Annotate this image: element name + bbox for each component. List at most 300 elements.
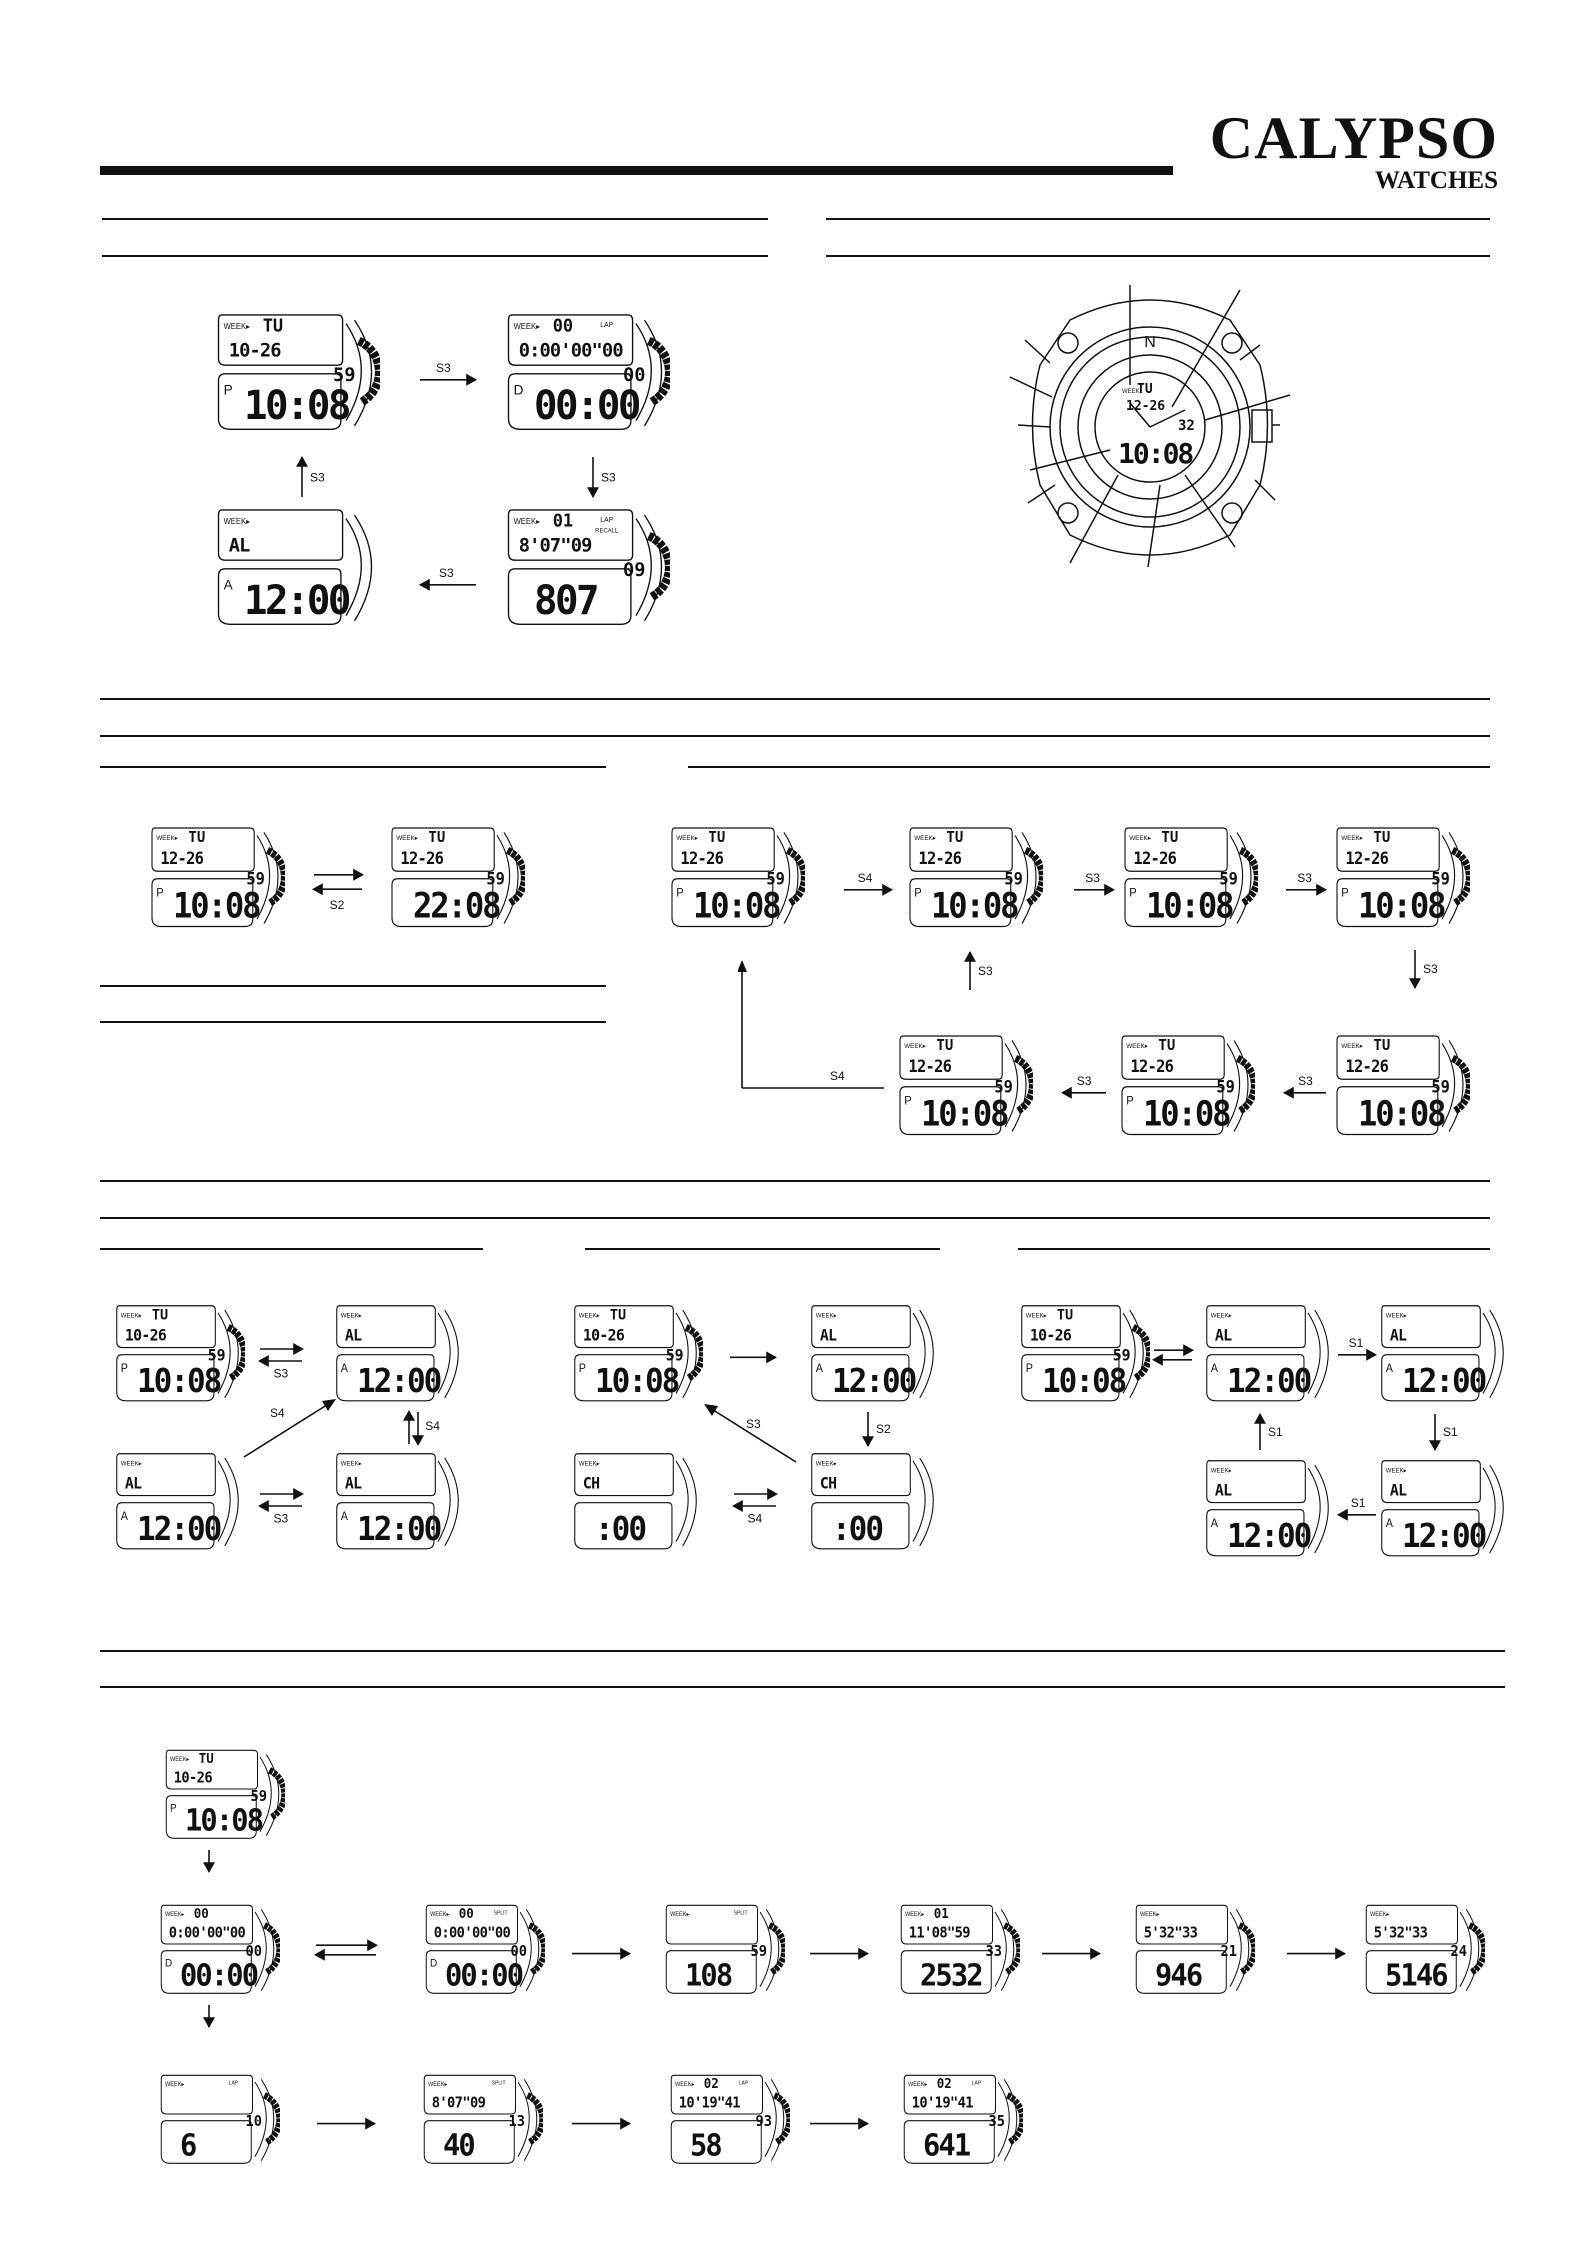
lcd-main-digits: 10:08 (244, 382, 349, 430)
lcd-indicator: P (170, 1803, 177, 1815)
lcd-side-digits: 59 (1004, 869, 1023, 889)
arrow-s3-up (955, 950, 1005, 992)
lcd-top-digits: TU (188, 829, 206, 847)
lcd-chrono-6 (1360, 1900, 1485, 2000)
arrow-svg (1245, 1412, 1295, 1452)
arrow-s4-enter (842, 865, 894, 905)
lcd-tag: SPLIT (493, 1910, 508, 1917)
lcd-indicator: P (676, 887, 684, 900)
lcd-alarm-a-1 (330, 1300, 465, 1408)
seconds-ring (770, 1923, 785, 1974)
lcd-main-digits: 108 (685, 1957, 732, 1994)
lcd-mid-text: 5'32"33 (1373, 1924, 1428, 1942)
lcd-side-digits: 59 (766, 869, 785, 889)
lcd-mid-text: AL (819, 1325, 837, 1345)
lcd-mid-text: AL (124, 1473, 142, 1493)
arrow-svg (730, 1475, 780, 1525)
lcd-top-digits: TU (198, 1751, 214, 1768)
lcd-indicator: P (1129, 887, 1137, 900)
seconds-ring (1008, 2093, 1023, 2144)
lcd-side-digits: 10 (245, 2113, 263, 2131)
arrow-svg (808, 2105, 870, 2135)
seconds-ring (649, 533, 670, 599)
lcd-main-digits: 10:08 (173, 885, 260, 926)
lcd-top-digits: TU (609, 1307, 627, 1324)
lcd-svg (1200, 1455, 1335, 1563)
seconds-ring (1238, 1056, 1255, 1113)
seconds-ring (268, 848, 285, 905)
button-label: S3 (978, 964, 993, 979)
arrow-svg (284, 455, 344, 499)
lcd-set-1 (903, 822, 1043, 934)
section1-right-rule-bottom (826, 255, 1490, 257)
lcd-mid-text: CH (819, 1473, 837, 1493)
lcd-mid-text: AL (344, 1473, 362, 1493)
lcd-top-digits: 00 (193, 1906, 209, 1923)
button-label: S2 (876, 1421, 891, 1436)
arrow-chrono-down-1 (200, 1848, 230, 1874)
lcd-chrono-1 (155, 1900, 280, 2000)
lcd-mode-time (210, 308, 380, 438)
lcd-top-digits: 02 (703, 2076, 719, 2093)
lcd-chrono-10 (898, 2070, 1023, 2170)
arrow-swap-s2 (310, 852, 366, 912)
section2-right-subrule (688, 766, 1490, 768)
week-label: WEEK▸ (578, 1460, 600, 1468)
lcd-chrono-4 (895, 1900, 1020, 2000)
week-label: WEEK▸ (1210, 1312, 1232, 1320)
arrow-svg (1072, 865, 1116, 905)
lcd-alarm-c-0 (1015, 1300, 1150, 1408)
week-label: WEEK▸ (340, 1460, 362, 1468)
lcd-mid-text: 8'07"09 (518, 534, 592, 557)
section1-right-rule-top (826, 218, 1490, 220)
lcd-svg (893, 1030, 1033, 1142)
arrow-chrono-swap (312, 1930, 380, 1970)
lcd-main-digits: 12:00 (137, 1509, 221, 1549)
lcd-side-digits: 21 (1220, 1943, 1238, 1961)
lcd-mid-text: 0:00'00"00 (518, 339, 623, 362)
lcd-svg (1115, 1030, 1255, 1142)
arrow-svg (853, 1410, 903, 1448)
week-label: WEEK▸ (905, 1911, 925, 1919)
lcd-main-digits: 10:08 (1143, 1093, 1230, 1134)
lcd-tag: LAP (971, 2080, 982, 2087)
lcd-tag2: RECALL (595, 528, 619, 535)
lcd-mid-text: AL (228, 534, 250, 557)
lcd-side-digits: 13 (508, 2113, 526, 2131)
arrow-alarm-c-l (1336, 1490, 1378, 1530)
arrow-svg (1040, 1935, 1102, 1965)
lcd-main-digits: :00 (595, 1509, 645, 1549)
seconds-ring (686, 1325, 703, 1380)
lcd-mid-text: 10-26 (1029, 1325, 1072, 1345)
brand-logo (1208, 105, 1498, 194)
arrow-chrono-r1 (570, 1935, 632, 1965)
week-label: WEEK▸ (120, 1312, 142, 1320)
lcd-top-digits: TU (1373, 829, 1391, 847)
arrow-svg (575, 455, 635, 499)
lcd-set-4 (1330, 1030, 1470, 1142)
lcd-24h (385, 822, 525, 934)
lcd-main-digits: 12:00 (832, 1361, 916, 1401)
lcd-side-digits: 59 (486, 869, 505, 889)
lcd-mid-text: 12-26 (160, 848, 204, 868)
arrow-chrono-r4 (1285, 1935, 1347, 1965)
week-label: WEEK▸ (1129, 834, 1151, 842)
week-label: WEEK▸ (1025, 1312, 1047, 1320)
section1-left-rule-top (102, 218, 768, 220)
lcd-mid-text: 8'07"09 (431, 2094, 486, 2112)
lcd-main-digits: 40 (443, 2127, 474, 2164)
button-label: S1 (1350, 1495, 1366, 1510)
seconds-ring (1133, 1325, 1150, 1380)
lcd-chrono-0 (160, 1745, 285, 1845)
arrow-s3-e (1060, 1068, 1108, 1108)
lcd-mid-text: 12-26 (400, 848, 444, 868)
lcd-mode-alarm (210, 503, 380, 633)
arrow-up (284, 455, 344, 499)
week-label: WEEK▸ (513, 321, 540, 331)
lcd-alarm-b-2 (805, 1448, 940, 1556)
lcd-svg (210, 503, 380, 633)
lcd-top-digits: TU (1373, 1037, 1391, 1055)
lcd-indicator: A (815, 1362, 824, 1376)
lcd-svg (155, 2070, 280, 2170)
lcd-mid-text: 10-26 (124, 1325, 167, 1345)
lcd-side-digits: 59 (1431, 869, 1450, 889)
seconds-ring (1470, 1923, 1485, 1974)
lcd-main-digits: 10:08 (1358, 1093, 1445, 1134)
watch-sub-digits: 32 (1178, 418, 1195, 434)
button-label: S3 (1423, 962, 1438, 977)
lcd-svg (1330, 822, 1470, 934)
button-label: S3 (273, 1366, 289, 1380)
lcd-top-digits: 01 (933, 1906, 949, 1923)
arrow-svg (1284, 865, 1328, 905)
lcd-main-digits: 946 (1155, 1957, 1202, 1994)
lcd-mid-text: 10'19"41 (911, 2094, 973, 2112)
button-label: S3 (439, 565, 454, 580)
seconds-ring (228, 1325, 245, 1380)
lcd-indicator: P (904, 1095, 912, 1108)
lcd-indicator: A (223, 577, 233, 593)
lcd-side-digits: 24 (1450, 1943, 1468, 1961)
watch-date: 12-26 (1126, 399, 1166, 414)
arrow-alarm-c-u (1245, 1412, 1295, 1452)
lcd-indicator: P (578, 1362, 587, 1376)
seconds-ring (788, 848, 805, 905)
arrow-chrono-down-2 (200, 2003, 230, 2029)
lcd-mid-text: AL (1389, 1325, 1407, 1345)
arrow-svg (200, 2003, 230, 2029)
lcd-mid-text: 0:00'00"00 (168, 1924, 246, 1942)
watch-week-label: WEEK (1122, 389, 1140, 395)
lcd-tag: LAP (600, 322, 614, 330)
button-label: S4 (857, 870, 873, 885)
lcd-mid-text: AL (1214, 1480, 1232, 1500)
lcd-mid-text: AL (1214, 1325, 1232, 1345)
lcd-svg (660, 1900, 785, 2000)
lcd-alarm-a-2 (110, 1448, 245, 1556)
lcd-top-digits: 00 (458, 1906, 474, 1923)
lcd-indicator: P (914, 887, 922, 900)
lcd-main-digits: 00:00 (534, 382, 639, 430)
lcd-indicator: A (120, 1510, 129, 1524)
lcd-main-digits: 10:08 (1042, 1361, 1126, 1401)
lcd-side-digits: 00 (623, 363, 646, 386)
watch-day: TU (1137, 382, 1153, 397)
lcd-12h (145, 822, 285, 934)
lcd-svg (330, 1448, 465, 1556)
loop-arrow-label: S4 (830, 1069, 845, 1083)
lcd-side-digits: 59 (207, 1346, 226, 1365)
week-label: WEEK▸ (904, 1042, 926, 1050)
lcd-svg (160, 1745, 285, 1845)
lcd-main-digits: 12:00 (1402, 1361, 1486, 1401)
week-label: WEEK▸ (513, 516, 540, 526)
arrow-svg (1336, 1490, 1378, 1530)
lcd-chrono-5 (1130, 1900, 1255, 2000)
arrow-svg (1285, 1935, 1347, 1965)
arrow-alarm-a-diag (240, 1395, 340, 1465)
lcd-main-digits: 12:00 (244, 577, 349, 625)
lcd-main-digits: 2532 (920, 1957, 982, 1994)
lcd-mid-text: 11'08"59 (908, 1924, 970, 1942)
section2-rule-top (100, 698, 1490, 700)
lcd-side-digits: 59 (1112, 1346, 1131, 1365)
section3-subrule-b (585, 1248, 940, 1250)
lcd-side-digits: 93 (755, 2113, 773, 2131)
lcd-main-digits: 58 (690, 2127, 721, 2164)
button-label: S3 (1298, 1073, 1313, 1088)
seconds-ring (1016, 1056, 1033, 1113)
arrow-left (418, 560, 478, 600)
seconds-ring (508, 848, 525, 905)
lcd-chrono-9 (665, 2070, 790, 2170)
week-label: WEEK▸ (1341, 834, 1363, 842)
section2-left-rule-3 (100, 985, 606, 987)
lcd-main-digits: 10:08 (1146, 885, 1233, 926)
lcd-chrono-3 (660, 1900, 785, 2000)
lcd-side-digits: 59 (1431, 1077, 1450, 1097)
lcd-main-digits: 10:08 (921, 1093, 1008, 1134)
lcd-svg (110, 1300, 245, 1408)
lcd-alarm-b-0 (568, 1300, 703, 1408)
lcd-top-digits: TU (1158, 1037, 1176, 1055)
arrow-svg (256, 1475, 306, 1525)
week-label: WEEK▸ (156, 834, 178, 842)
lcd-side-digits: 59 (333, 363, 356, 386)
arrow-svg (1420, 1412, 1470, 1452)
arrow-down (575, 455, 635, 499)
lcd-tag: SPLIT (491, 2080, 506, 2087)
lcd-chrono-7 (155, 2070, 280, 2170)
lcd-mid-text: 12-26 (1345, 848, 1389, 868)
week-label: WEEK▸ (815, 1312, 837, 1320)
lcd-indicator: P (1126, 1095, 1134, 1108)
section3-subrule-a (100, 1248, 483, 1250)
lcd-mid-text: 12-26 (680, 848, 724, 868)
arrow-alarm-b-r (728, 1335, 778, 1371)
lcd-svg (500, 503, 670, 633)
seconds-ring (265, 1923, 280, 1974)
arrow-svg (200, 1848, 230, 1874)
seconds-ring (1453, 848, 1470, 905)
button-label: S1 (1443, 1425, 1458, 1439)
button-label: S1 (1268, 1425, 1283, 1439)
lcd-main-digits: 807 (534, 577, 597, 625)
lcd-top-digits: TU (708, 829, 726, 847)
lcd-svg (895, 1900, 1020, 2000)
lcd-mid-text: CH (582, 1473, 600, 1493)
lcd-alarm-c-2 (1375, 1300, 1510, 1408)
seconds-ring (528, 2093, 543, 2144)
lcd-indicator: D (513, 382, 524, 398)
button-label: S2 (329, 898, 345, 912)
brand-name: CALYPSO (1209, 105, 1498, 171)
lcd-top-digits: TU (262, 316, 284, 337)
arrow-svg (1400, 948, 1450, 990)
arrow-alarm-b-d (853, 1410, 903, 1448)
week-label: WEEK▸ (1126, 1042, 1148, 1050)
lcd-svg (568, 1448, 703, 1556)
week-label: WEEK▸ (676, 834, 698, 842)
button-label: S4 (747, 1511, 763, 1525)
week-label: WEEK▸ (396, 834, 418, 842)
arrow-chrono-r6 (570, 2105, 632, 2135)
button-label: S3 (310, 470, 325, 485)
section2-left-rule-4 (100, 1021, 606, 1023)
brand-subtitle: WATCHES (1374, 167, 1498, 194)
section4-rule-2 (100, 1686, 1505, 1688)
arrow-alarm-a-swap (256, 1330, 306, 1380)
lcd-svg (330, 1300, 465, 1408)
week-label: WEEK▸ (223, 516, 250, 526)
lcd-main-digits: 00:00 (180, 1957, 258, 1994)
arrow-svg (388, 1408, 448, 1448)
lcd-indicator: A (1210, 1362, 1219, 1376)
lcd-main-digits: :00 (832, 1509, 882, 1549)
lcd-main-digits: 12:00 (357, 1509, 441, 1549)
lcd-svg (1118, 822, 1258, 934)
week-label: WEEK▸ (1210, 1467, 1232, 1475)
arrow-chrono-r3 (1040, 1935, 1102, 1965)
week-label: WEEK▸ (170, 1756, 190, 1764)
lcd-side-digits: 09 (623, 558, 646, 581)
lcd-svg (1375, 1455, 1510, 1563)
lcd-mid-text: 5'32"33 (1143, 1924, 1198, 1942)
lcd-main-digits: 22:08 (413, 885, 500, 926)
lcd-svg (155, 1900, 280, 2000)
lcd-main-digits: 6 (180, 2127, 196, 2164)
arrow-s3-b (1284, 865, 1328, 905)
lcd-top-digits: TU (1161, 829, 1179, 847)
lcd-main-digits: 10:08 (185, 1802, 263, 1839)
lcd-side-digits: 59 (1219, 869, 1238, 889)
lcd-main-digits: 641 (923, 2127, 970, 2164)
lcd-indicator: P (156, 887, 164, 900)
lcd-indicator: P (120, 1362, 129, 1376)
arrow-alarm-c-d (1420, 1412, 1470, 1452)
lcd-svg (1375, 1300, 1510, 1408)
lcd-mid-text: AL (344, 1325, 362, 1345)
lcd-top-digits: TU (428, 829, 446, 847)
lcd-side-digits: 35 (988, 2113, 1006, 2131)
week-label: WEEK▸ (428, 2081, 448, 2089)
arrow-right (418, 355, 478, 395)
arrow-svg (312, 1930, 380, 1970)
lcd-svg (145, 822, 285, 934)
button-label: S3 (1085, 870, 1100, 885)
lcd-side-digits: 00 (510, 1943, 528, 1961)
lcd-indicator: P (223, 382, 233, 398)
arrow-chrono-r5 (315, 2105, 377, 2135)
arrow-alarm-b-swap (730, 1475, 780, 1525)
lcd-svg (210, 308, 380, 438)
lcd-indicator: A (1385, 1362, 1394, 1376)
week-label: WEEK▸ (670, 1911, 690, 1919)
lcd-top-digits: TU (936, 1037, 954, 1055)
lcd-main-digits: 10:08 (693, 885, 780, 926)
lcd-mid-text: 12-26 (1130, 1056, 1174, 1076)
lcd-indicator: A (1210, 1517, 1219, 1531)
lcd-top-digits: 00 (552, 316, 574, 337)
week-label: WEEK▸ (1385, 1467, 1407, 1475)
lcd-svg (665, 2070, 790, 2170)
diag-label-s3: S3 (746, 1417, 761, 1431)
arrow-chrono-r2 (808, 1935, 870, 1965)
seconds-ring (1240, 1923, 1255, 1974)
lcd-mid-text: 12-26 (918, 848, 962, 868)
lcd-alarm-c-4 (1200, 1455, 1335, 1563)
lcd-alarm-b-1 (805, 1300, 940, 1408)
lcd-mode-chrono (500, 308, 670, 438)
section4-rule-top (100, 1650, 1505, 1652)
arrow-svg (418, 355, 478, 395)
lcd-svg (420, 1900, 545, 2000)
week-label: WEEK▸ (340, 1312, 362, 1320)
seconds-ring (265, 2093, 280, 2144)
arrow-svg (1336, 1330, 1378, 1370)
lcd-set-3 (1330, 822, 1470, 934)
week-label: WEEK▸ (578, 1312, 600, 1320)
button-label: S4 (425, 1419, 440, 1433)
lcd-svg (418, 2070, 543, 2170)
seconds-ring (1005, 1923, 1020, 1974)
lcd-svg (903, 822, 1043, 934)
week-label: WEEK▸ (223, 321, 250, 331)
arrow-svg (808, 1935, 870, 1965)
watch-compass-n: N (1144, 334, 1156, 351)
section2-rule-2 (100, 735, 1490, 737)
lcd-indicator: P (1341, 887, 1349, 900)
arrow-svg (728, 1335, 778, 1371)
lcd-mid-text: 12-26 (908, 1056, 952, 1076)
lcd-side-digits: 00 (245, 1943, 263, 1961)
seconds-ring (359, 338, 380, 404)
lcd-main-digits: 10:08 (931, 885, 1018, 926)
lcd-top-digits: TU (946, 829, 964, 847)
seconds-ring (530, 1923, 545, 1974)
lcd-svg (1130, 1900, 1255, 2000)
lcd-mode-recall (500, 503, 670, 633)
arrow-svg (1060, 1068, 1108, 1108)
lcd-indicator: A (340, 1510, 349, 1524)
arrow-s3-a (1072, 865, 1116, 905)
seconds-ring (1453, 1056, 1470, 1113)
week-label: WEEK▸ (1341, 1042, 1363, 1050)
